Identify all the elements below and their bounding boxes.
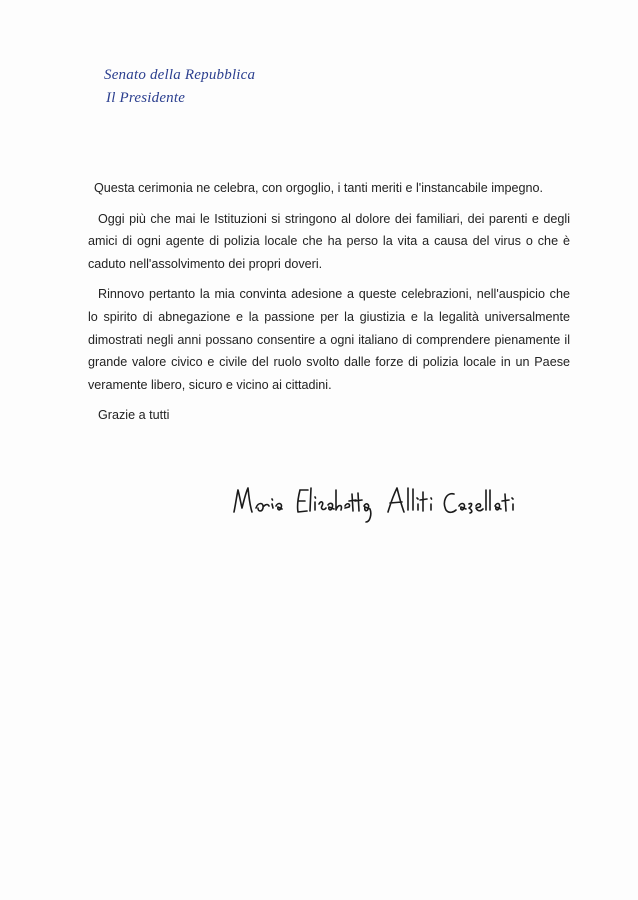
handwritten-signature [228,478,548,528]
paragraph-3: Rinnovo pertanto la mia convinta adesione a queste celebrazioni, nell'auspicio che lo spirito di abnegazione e la passione per la giustizia e la legalità universalmente dimostrati negli anni possano consentire a ogni italiano di comprendere pienamente il grande valore civico e civile del ruolo svolto dalle forze di polizia locale in un Paese veramente libero, sicuro e vicino ai cittadini. [88,287,570,392]
paragraph-2: Oggi più che mai le Istituzioni si stringono al dolore dei familiari, dei parenti e degli amici di ogni agente di polizia locale che ha perso la vita a causa del virus o che è caduto nell'assolvimento dei propri doveri. [88,211,570,271]
paragraph-1: Questa cerimonia ne celebra, con orgoglio, i tanti meriti e l'instancabile impegno. [94,181,544,195]
letterhead-title: Il Presidente [106,90,186,106]
letterhead-institution: Senato della Repubblica [104,67,256,83]
letterhead [104,64,255,110]
letter-body [88,177,570,435]
closing-line: Grazie a tutti [98,408,170,423]
